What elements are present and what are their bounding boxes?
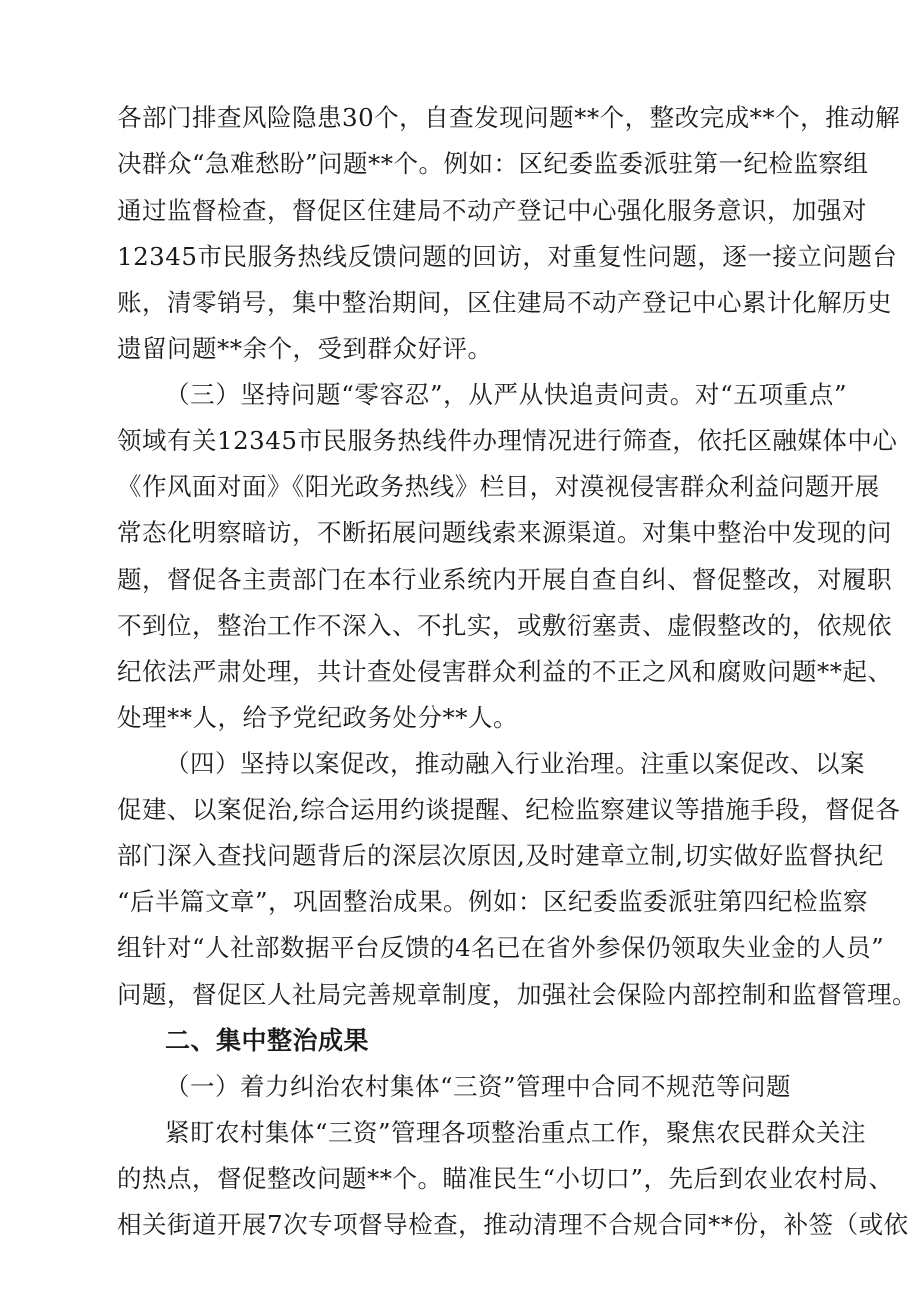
- paragraph-line: 题，督促各主责部门在本行业系统内开展自查自纠、督促整改，对履职: [117, 565, 892, 594]
- paragraph-line: 账，清零销号，集中整治期间，区住建局不动产登记中心累计化解历史: [117, 288, 892, 317]
- paragraph-line: 决群众“急难愁盼”问题**个。例如：区纪委监委派驻第一纪检监察组: [117, 149, 869, 178]
- paragraph-line: 组针对“人社部数据平台反馈的4名已在省外参保仍领取失业金的人员”: [117, 933, 885, 962]
- paragraph-line: “后半篇文章”，巩固整治成果。例如：区纪委监委派驻第四纪检监察: [117, 887, 869, 916]
- paragraph-line: 遗留问题**余个，受到群众好评。: [117, 334, 493, 363]
- paragraph-line: 通过监督检查，督促区住建局不动产登记中心强化服务意识，加强对: [117, 196, 867, 225]
- paragraph-line: 常态化明察暗访，不断拓展问题线索来源渠道。对集中整治中发现的问: [117, 518, 892, 547]
- paragraph-line: 相关街道开展7次专项督导检查，推动清理不合规合同**份，补签（或依: [117, 1210, 909, 1239]
- section-four-heading-line: （四）坚持以案促改，推动融入行业治理。注重以案促改、以案: [165, 749, 865, 778]
- paragraph-line: 不到位，整治工作不深入、不扎实，或敷衍塞责、虚假整改的，依规依: [117, 611, 892, 640]
- paragraph-line: 部门深入查找问题背后的深层次原因,及时建章立制,切实做好监督执纪: [117, 841, 884, 870]
- paragraph-line: 纪依法严肃处理，共计查处侵害群众利益的不正之风和腐败问题**起、: [117, 657, 893, 686]
- paragraph-line: 各部门排查风险隐患30个，自查发现问题**个，整改完成**个，推动解: [117, 103, 901, 132]
- paragraph-line: 的热点，督促整改问题**个。瞄准民生“小切口”，先后到农业农村局、: [117, 1164, 894, 1193]
- section-heading: 二、集中整治成果: [165, 1026, 370, 1055]
- paragraph-line: 紧盯农村集体“三资”管理各项整治重点工作，聚焦农民群众关注: [165, 1118, 867, 1147]
- subsection-heading: （一）着力纠治农村集体“三资”管理中合同不规范等问题: [165, 1072, 792, 1101]
- paragraph-line: 问题，督促区人社局完善规章制度，加强社会保险内部控制和监督管理。: [117, 980, 917, 1009]
- paragraph-line: 促建、以案促治,综合运用约谈提醒、纪检监察建议等措施手段，督促各: [117, 795, 901, 824]
- paragraph-line: 《作风面对面》《阳光政务热线》栏目，对漠视侵害群众利益问题开展: [117, 472, 880, 501]
- paragraph-line: 处理**人，给予党纪政务处分**人。: [117, 703, 518, 732]
- paragraph-line: 领域有关12345市民服务热线件办理情况进行筛查，依托区融媒体中心: [117, 426, 898, 455]
- paragraph-line: 12345市民服务热线反馈问题的回访，对重复性问题，逐一接立问题台: [117, 242, 898, 271]
- section-three-heading-line: （三）坚持问题“零容忍”，从严从快追责问责。对“五项重点”: [165, 380, 847, 409]
